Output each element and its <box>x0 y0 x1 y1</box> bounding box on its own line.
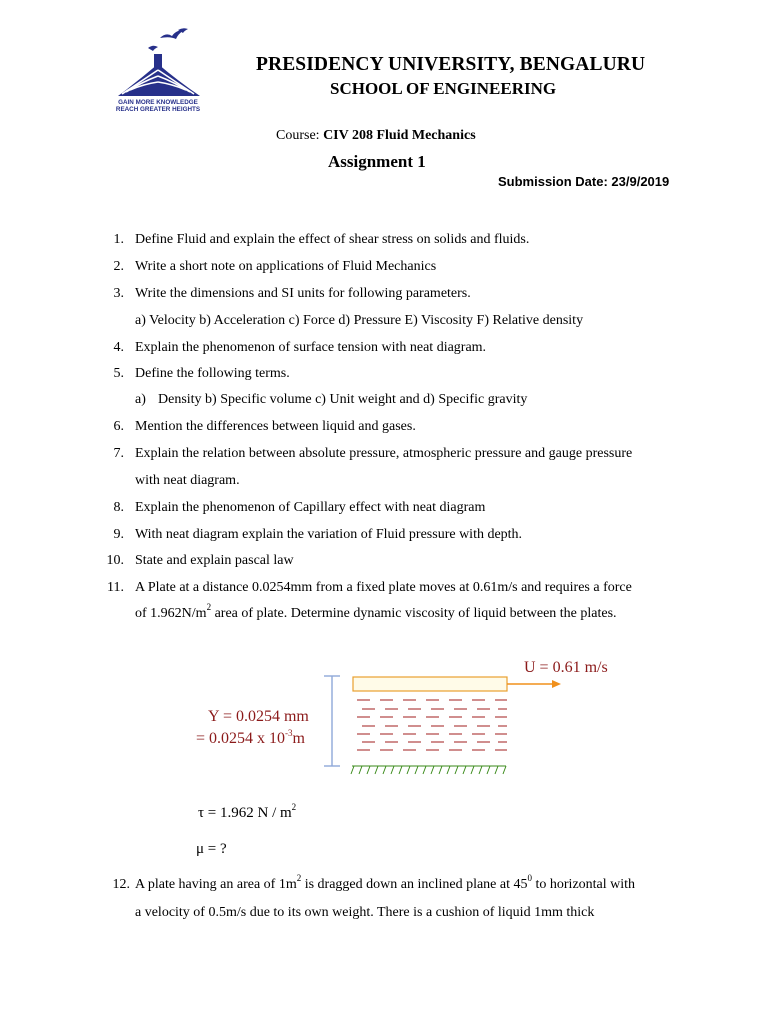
shear-stress-given <box>198 802 297 822</box>
question-text: Define the following terms. <box>135 366 290 381</box>
course-prefix: Course: <box>276 128 324 143</box>
text-part: τ = 1.962 N / m <box>198 805 292 821</box>
question-subitem-label: a) <box>135 392 146 407</box>
question-number: 11. <box>107 580 124 595</box>
superscript: 2 <box>206 602 212 613</box>
question-text: Mention the differences between liquid and gases. <box>135 419 416 434</box>
viscosity-unknown: μ = ? <box>196 841 227 857</box>
question-number: 6. <box>113 419 124 434</box>
submission-date: Submission Date: 23/9/2019 <box>498 174 670 189</box>
velocity-label: U = 0.61 m/s <box>524 659 608 676</box>
question-text: Explain the phenomenon of Capillary effect with neat diagram <box>135 500 486 515</box>
question-number: 7. <box>113 446 124 461</box>
question-number: 4. <box>113 340 124 355</box>
text-part: area of plate. Determine dynamic viscosity of liquid between the plates. <box>211 606 617 621</box>
question-number: 12. <box>112 877 130 892</box>
logo-motto-line2: REACH GREATER HEIGHTS <box>115 106 201 113</box>
text-part: = 0.0254 x 10 <box>196 730 286 747</box>
gap-label-line1: Y = 0.0254 mm <box>208 708 309 725</box>
fixed-plate-hatching <box>351 766 506 774</box>
parallel-plates-diagram <box>180 650 640 780</box>
superscript: -3 <box>285 727 293 738</box>
university-logo <box>108 26 208 114</box>
superscript: 2 <box>296 873 302 884</box>
school-title: SCHOOL OF ENGINEERING <box>330 79 557 98</box>
question-text: State and explain pascal law <box>135 553 294 568</box>
gap-label-line2 <box>196 727 305 748</box>
question-number: 9. <box>113 527 124 542</box>
question-text: Explain the phenomenon of surface tension with neat diagram. <box>135 340 487 355</box>
superscript: 2 <box>291 802 297 812</box>
question-text: Define Fluid and explain the effect of shear stress on solids and fluids. <box>135 232 530 247</box>
question-text-continued: a velocity of 0.5m/s due to its own weight. There is a cushion of liquid 1mm thick <box>135 905 595 920</box>
question-subitems: Density b) Specific volume c) Unit weight and d) Specific gravity <box>158 392 528 407</box>
moving-plate <box>353 677 507 691</box>
question-subitems: a) Velocity b) Acceleration c) Force d) Pressure E) Viscosity F) Relative density <box>135 313 584 328</box>
text-part: to horizontal with <box>532 877 636 892</box>
text-part: is dragged down an inclined plane at 45 <box>301 877 528 892</box>
question-text <box>135 873 636 893</box>
text-part: m <box>292 730 305 747</box>
course-name: CIV 208 Fluid Mechanics <box>323 128 476 143</box>
question-number: 1. <box>113 232 124 247</box>
logo-emblem-icon <box>108 26 208 114</box>
assignment-title: Assignment 1 <box>328 152 426 171</box>
question-number: 8. <box>113 500 124 515</box>
question-text-continued: with neat diagram. <box>135 473 240 488</box>
fluid-layer <box>357 700 507 750</box>
question-number: 5. <box>113 366 124 381</box>
question-text: A Plate at a distance 0.0254mm from a fixed plate moves at 0.61m/s and requires a force <box>135 580 632 595</box>
superscript: 0 <box>527 873 532 884</box>
arrow-head-icon <box>552 680 561 688</box>
text-part: of 1.962N/m <box>135 606 207 621</box>
question-text-continued <box>135 602 617 622</box>
university-title: PRESIDENCY UNIVERSITY, BENGALURU <box>256 54 646 75</box>
logo-motto-line1: GAIN MORE KNOWLEDGE <box>118 99 198 106</box>
text-part: A plate having an area of 1m <box>135 877 297 892</box>
question-text: Explain the relation between absolute pressure, atmospheric pressure and gauge pressure <box>135 446 633 461</box>
question-text: Write a short note on applications of Fluid Mechanics <box>135 259 437 274</box>
course-line <box>276 128 476 144</box>
question-number: 2. <box>113 259 124 274</box>
question-text: With neat diagram explain the variation of Fluid pressure with depth. <box>135 527 523 542</box>
question-text: Write the dimensions and SI units for following parameters. <box>135 286 471 301</box>
question-number: 3. <box>113 286 124 301</box>
question-number: 10. <box>106 553 124 568</box>
